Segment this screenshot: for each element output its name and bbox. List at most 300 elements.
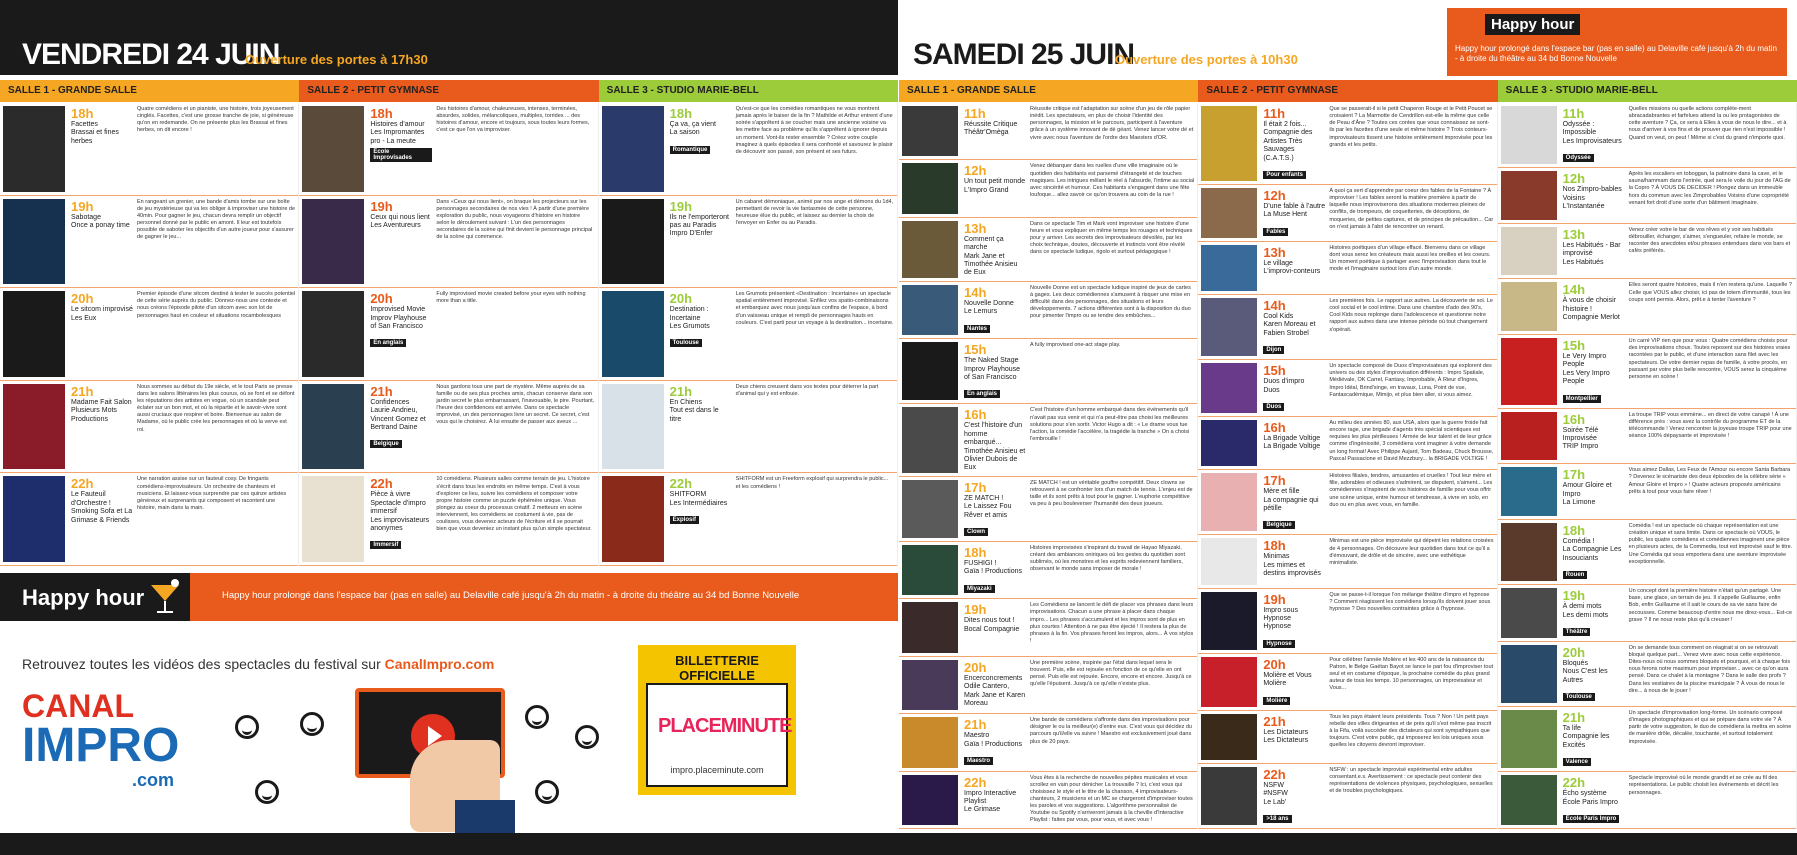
show-time: 17h: [1263, 473, 1286, 489]
show-info: [1563, 523, 1625, 581]
friday-schedule-grid: [0, 103, 898, 566]
show-title: Maestro Gaïa ! Productions: [964, 732, 1022, 748]
show-time: 22h: [964, 774, 987, 790]
show-poster-image: [602, 384, 664, 470]
show-time: 22h: [370, 476, 393, 492]
show-slot[interactable]: [1498, 224, 1796, 280]
show-slot[interactable]: [1498, 520, 1796, 585]
show-poster-image: [902, 717, 958, 767]
show-info: [71, 384, 133, 470]
show-slot[interactable]: [1198, 185, 1496, 242]
show-description: NSFW : un spectacle improvisé expérimental entre adultes consentant.e.s. Avertissement : ce spectacle peut contenir des représentations de violences physiques, psychologiques, sexuelles et de troubles psychologiques.: [1329, 766, 1493, 795]
show-title: C'est l'histoire d'un homme embarqué... Timothée Anisieu et Olivier Dubois de Eux: [964, 422, 1026, 472]
show-info: [370, 199, 432, 285]
show-tag-badge: Fables: [1263, 228, 1288, 236]
show-time: 14h: [964, 284, 987, 300]
show-description: Une narration assise sur un fauteuil cosy. De fringants comédiens-improvisateurs. Un orchestre de chanteurs et musiciens. Et laissez-vous surprendre par ces quinze artistes généreux et surprenants qui composent et racontent une histoire, main dans la main.: [137, 476, 287, 511]
show-time: 22h: [71, 476, 94, 492]
show-info: [1563, 412, 1625, 461]
show-time: 18h: [964, 544, 987, 560]
show-time: 19h: [71, 198, 94, 214]
show-title: Écho système École Paris Impro: [1562, 790, 1618, 806]
show-slot[interactable]: [1198, 589, 1496, 654]
show-slot[interactable]: [899, 103, 1197, 160]
show-slot[interactable]: [899, 542, 1197, 599]
show-tag-badge: Toulouse: [1563, 693, 1595, 701]
show-title: Réussite Critique Théâtr'Omèga: [964, 121, 1018, 137]
show-tag-badge: En anglais: [370, 339, 406, 347]
show-poster-image: [902, 163, 958, 213]
show-info: [1263, 245, 1325, 291]
show-time: 17h: [1562, 467, 1586, 483]
show-title: Duos d'impro Duos: [1263, 378, 1305, 394]
show-time: 19h: [669, 198, 693, 214]
show-title: Histoires d'amour Les Impromantes pro - La meute: [370, 121, 425, 145]
show-description: Que se passerait-il si le petit Chaperon Rouge et le Petit Poucet se croisaient ? La Marmotte de Cendrillon est-elle la même que celle de Peau d'Âne ? Toutes ces contes que vous connaissez se sont-ils par les facettes d'une seule et même histoire ? Trois conteurs-improvisateurs tissent une histoire entièrement improvisée pour les grands et les petits.: [1329, 106, 1493, 148]
friday-hall-3-column: [599, 103, 898, 566]
show-title: À demi mots Les demi mots: [1562, 603, 1609, 619]
cocktail-glass-icon: [145, 577, 185, 617]
show-poster-image: [1201, 538, 1257, 584]
show-slot[interactable]: [899, 477, 1197, 542]
show-description: ZE MATCH ! est un véritable gouffre compétitif. Deux clowns se retrouvent à se confronter lors d'un match de tennis. L'enjeu est de taille et ils sont prêts à tout pour le gagner. L'euphorie compétitive va peu à peu bouleverser l'humanité des deux joueurs.: [1030, 479, 1193, 508]
show-slot[interactable]: [1498, 103, 1796, 168]
show-poster-image: [902, 480, 958, 538]
show-info: [964, 660, 1026, 710]
show-slot[interactable]: [299, 103, 597, 196]
show-title: Les Dictateurs Les Dictateurs: [1263, 728, 1309, 744]
show-tag-badge: Immersif: [370, 541, 401, 549]
show-poster-image: [1501, 645, 1557, 703]
show-slot[interactable]: [1198, 103, 1496, 185]
show-tag-badge: Duos: [1263, 403, 1284, 411]
show-time: 21h: [669, 383, 693, 399]
show-description: Nouvelle Donne est un spectacle ludique inspiré de jeux de cartes à gages. Les deux comédiennes s'amusent à risquer une mise en difficulté dans des personnages, des situations et leurs développements. 7 actions différentes sont à la disposition du duo pour pimenter l'impro ou se tendre des embûches...: [1030, 284, 1191, 320]
show-description: Un cabaret démoniaque, animé par nos ange et démons du 1d4, permettant de revoir la vie fantasmée de cette personne, heureuse élue du public, et laissez au dernier la choix de l'envoyer en Enfer ou au Paradis.: [735, 198, 894, 227]
show-info: [1263, 363, 1325, 413]
show-info: [1563, 645, 1625, 703]
show-title: Comment ça marche Mark Jane et Timothée Anisieu de Eux: [964, 235, 1018, 277]
show-slot[interactable]: [899, 218, 1197, 282]
show-description: Deux chiens creusent dans vos textes pour déterrer la part d'animal qui y est enfouie.: [735, 383, 879, 397]
show-poster-image: [1201, 767, 1257, 825]
show-info: [1563, 106, 1625, 164]
happy-hour-text: Happy hour prolongé dans l'espace bar (pas en salle) au Delaville café jusqu'à 2h du matin - à droite du théâtre au 34 bd Bonne Nouvelle: [222, 590, 800, 601]
saturday-hall-1: SALLE 1 - GRANDE SALLE: [899, 80, 1198, 102]
show-poster-image: [302, 106, 364, 192]
show-title: Cool Kids Karen Moreau et Fabien Strobel: [1263, 312, 1316, 337]
show-info: [370, 106, 432, 192]
friday-hall-headers: [0, 80, 898, 102]
show-time: 16h: [964, 407, 987, 423]
happy-hour-band: [0, 573, 898, 621]
show-slot[interactable]: [899, 599, 1197, 656]
show-time: 20h: [370, 291, 393, 307]
show-title: Madame Fait Salon Plusieurs Mots Productions: [71, 398, 132, 423]
show-description: SHITFORM est un Freeform explosif qui surprendra le public... et les comédiens !: [735, 476, 889, 490]
show-poster-image: [902, 602, 958, 652]
show-description: Premier épisode d'une sitcom destiné à tester le succès potentiel de cette série auprès du public. Donnez-nous une contexte et nous créons l'épisode pilote d'un sitcom avec son lot de personnages haut en couleur et situations rocambolesques: [137, 291, 296, 319]
smiley-icon: [575, 725, 599, 749]
show-slot[interactable]: [1198, 535, 1496, 588]
show-slot[interactable]: [1498, 464, 1796, 520]
show-tag-badge: Dijon: [1263, 346, 1284, 354]
show-poster-image: [3, 106, 65, 192]
show-info: [670, 384, 732, 470]
show-poster-image: [3, 199, 65, 285]
show-description: Dans ce spectacle Tim et Mark vont improviser une histoire d'une heure et vous expliquer en même temps les rouages et techniques pour y arriver. Les secrets des improvisateurs dévoilés, par les choix technique, doutes, découverte et instincts vont être révélé dans ce spectacle ludique, rigolo et surtout pédagogique !: [1030, 220, 1193, 256]
show-info: [1563, 282, 1625, 331]
show-poster-image: [902, 660, 958, 710]
show-time: 21h: [71, 383, 94, 399]
show-title: Bloqués Nous C'est les Autres: [1562, 659, 1608, 684]
show-poster-image: [602, 291, 664, 377]
show-title: Encerconcrements Odile Cantero, Mark Jane et Karen Moreau: [964, 674, 1026, 707]
show-description: Dans «Ceux qui nous lient», on braque les projecteurs sur les personnages secondaires de nos vies ! À partir d'une première exploration du public, nous voyageons d'histoire en histoire selon le déroulement suivant : L'un des personnages secondaires de la scène qui finit devient le personnage principal de la scène qui commence.: [436, 198, 593, 241]
show-info: [370, 476, 432, 562]
show-poster-image: [1501, 588, 1557, 638]
saturday-doors-time: Ouverture des portes à 10h30: [1115, 52, 1298, 67]
show-time: 13h: [1562, 226, 1586, 242]
show-slot[interactable]: [299, 288, 597, 381]
show-slot[interactable]: [1498, 279, 1796, 335]
show-time: 18h: [669, 106, 693, 121]
show-slot[interactable]: [1198, 711, 1496, 764]
show-slot[interactable]: [299, 196, 597, 289]
show-description: Fully improvised movie created before your eyes with nothing more than a title.: [436, 291, 586, 305]
show-description: Minimas est une pièce improvisée qui dépeint les relations croisées de 4 personnages. On découvre leur quotidien dans tout ce qu'il a d'émouvant, de drôle et de sincère, avec une esthétique minimaliste.: [1329, 538, 1494, 566]
happy-hour-label: Happy hour: [22, 585, 145, 610]
friday-doors-time: Ouverture des portes à 17h30: [245, 52, 428, 67]
show-poster-image: [1501, 106, 1557, 164]
show-slot[interactable]: [599, 381, 897, 474]
show-tag-badge: Rouen: [1563, 571, 1588, 579]
show-poster-image: [1201, 657, 1257, 707]
show-tag-badge: Nantes: [964, 325, 990, 333]
show-slot[interactable]: [1498, 642, 1796, 707]
show-poster-image: [1501, 523, 1557, 581]
show-time: 15h: [964, 342, 987, 358]
show-poster-image: [1501, 282, 1557, 331]
show-info: [1563, 467, 1625, 516]
show-time: 12h: [964, 163, 987, 179]
show-slot[interactable]: [0, 288, 298, 381]
show-description: 10 comédiens. Plusieurs salles comme terrain de jeu. L'histoire s'écrit dans tous les endroits en même temps. C'est à vous d'explorer ce lieu, suivre les comédiens et composer votre propre histoire comme un puzzle éphémère unique. Vous plongez au coeur du processus créatif. 2 metteurs en scène interviennent, les comédiens se costument à vie, pas de coulisses, vous devenez acteurs de l'écriture et il se pourrait bien que vous deveniez un instant plus qu'un simple spectateur.: [436, 476, 592, 533]
show-slot[interactable]: [1198, 470, 1496, 535]
saturday-schedule-grid: [899, 103, 1797, 829]
saturday-hall-2: SALLE 2 - PETIT GYMNASE: [1198, 80, 1497, 102]
show-description: Venez débarquer dans les ruelles d'une ville imaginaire où le quotidien des habitants est parsemé d'étrangeté et de touches magiques. Les intrigues mêlant le réel à l'absurde, l'intime au social avec sincérité et humour. Ces habitants s'engagent dans une fête loufoque... allez savoir ce qu'on trouvera au coin de la rue !: [1030, 163, 1195, 198]
show-tag-badge: Odyssée: [1563, 154, 1594, 162]
show-slot[interactable]: [1498, 409, 1796, 465]
show-title: NSFW #NSFW Le Lab': [1263, 781, 1288, 806]
canalimpro-link[interactable]: CanalImpro.com: [384, 656, 495, 672]
show-tag-badge: Théâtre: [1563, 628, 1591, 636]
billetterie-box: [638, 645, 796, 795]
show-description: Tous les pays étaient leurs présidents. Tous ? Non ! Un petit pays rebelle des villes dirigeantes et de près qu'il s'est même pas inscrit à la Fifa, voilà succéder des dictateurs qui sont sympathiques que toujours. C'est votre public, qui imposerez les lois uniques sous quelles les citoyens devront improviser.: [1329, 713, 1492, 749]
show-description: Histoires improvisées s'inspirant du travail de Hayao Miyazaki, créant des ambiances oniriques où les gestes du quotidien sont sublimés, où les monstres et les esprits redeviennent familiers, observant le monde sans imposer de morale !: [1030, 544, 1186, 573]
show-title: Soirée Télé Improvisée TRIP Impro: [1562, 426, 1599, 451]
show-slot[interactable]: [1198, 764, 1496, 829]
show-poster-image: [1201, 188, 1257, 238]
show-poster-image: [1501, 227, 1557, 276]
show-time: 18h: [1263, 538, 1286, 554]
show-info: [1563, 338, 1625, 405]
show-description: Un spectacle composé de Duos d'improvisateurs qui explorent des univers ou des styles d'improvisation différents : Impro Spatiale, Médiévale, OK Carrel, Fantasy, Improbable, À Rieur d'Ingres, Impro Idéal, Brind'singe, en travaux, Luna, Point de vue, Fantascadémique, Mimijo, et plus bien aller, si vous aimez.: [1329, 363, 1492, 398]
show-slot[interactable]: [1198, 360, 1496, 417]
show-tag-badge: Pour enfants: [1263, 171, 1306, 179]
show-slot[interactable]: [1198, 417, 1496, 470]
show-poster-image: [602, 199, 664, 285]
show-poster-image: [902, 285, 958, 335]
show-slot[interactable]: [899, 657, 1197, 714]
smiley-icon: [535, 780, 559, 804]
show-title: Les Habitués - Bar improvisé Les Habitués: [1562, 241, 1621, 266]
show-info: [1563, 710, 1625, 768]
show-slot[interactable]: [0, 473, 298, 566]
show-time: 17h: [964, 479, 987, 495]
show-poster-image: [302, 476, 364, 562]
show-slot[interactable]: [299, 473, 597, 566]
show-title: Un tout petit monde L'Impro Grand: [964, 178, 1026, 194]
show-time: 15h: [1562, 338, 1586, 354]
show-title: The Naked Stage Improv Playhouse of San Francisco: [964, 357, 1021, 381]
billetterie-title: BILLETTERIE OFFICIELLE: [675, 653, 759, 683]
show-slot[interactable]: [899, 404, 1197, 476]
show-title: Ta life Compagnie les Excités: [1562, 725, 1610, 749]
show-poster-image: [3, 384, 65, 470]
show-info: [71, 291, 133, 377]
bottom-bar: [0, 833, 1797, 855]
show-tag-badge: Hypnose: [1263, 640, 1294, 648]
show-poster-image: [1201, 363, 1257, 413]
show-slot[interactable]: [299, 381, 597, 474]
show-title: ZE MATCH ! Le Laissez Fou Rêver et amis: [964, 494, 1012, 519]
show-description: Que se passe-t-il lorsque l'on mélange théâtre d'impro et hypnose ? Comment réagissent les comédiens lorsqu'ils doivent jouer sous hypnose ? Des nouvelles contraintes grâce à l'hypnose.: [1329, 591, 1491, 612]
show-slot[interactable]: [1498, 772, 1796, 829]
show-title: Comédia ! La Compagnie Les Insouciants: [1562, 537, 1622, 562]
show-poster-image: [902, 775, 958, 825]
show-info: [670, 476, 732, 562]
show-title: Le Fauteuil d'Orchestre ! Smoking Sofa et La Grimase & Friends: [71, 491, 133, 524]
saturday-hall-2-column: [1198, 103, 1497, 829]
show-slot[interactable]: [899, 339, 1197, 404]
show-info: [964, 545, 1026, 595]
show-title: Destination : Incertaine Les Grumots: [669, 306, 710, 330]
show-slot[interactable]: [599, 473, 897, 566]
promo-text: Retrouvez toutes les vidéos des spectacles du festival sur CanalImpro.com: [22, 656, 495, 672]
show-poster-image: [1201, 106, 1257, 181]
show-slot[interactable]: [0, 381, 298, 474]
show-info: [1263, 538, 1325, 584]
show-tag-badge: École Improvisades: [370, 148, 432, 162]
show-time: 14h: [1562, 282, 1586, 298]
show-poster-image: [1201, 473, 1257, 531]
show-tag-badge: >18 ans: [1263, 815, 1291, 823]
show-poster-image: [302, 291, 364, 377]
show-poster-image: [602, 476, 664, 562]
show-description: En rangeant un grenier, une bande d'amis tombe sur une boîte de jeu mystérieuse qui va les obliger à improviser une histoire de 40min. Pour gagner le jeu, chacun devra remplir un objectif personnel donné par le public en amont. Il leur est toutefois possible de saboter les objectifs d'un autre joueur pour s'assurer de gagner le jeu...: [137, 198, 296, 241]
show-time: 16h: [1263, 419, 1286, 435]
show-slot[interactable]: [0, 103, 298, 196]
show-description: Au milieu des années 80, aux USA, alors que la guerre froide fait encore rage, une brigade d'agents très spécial scientiques est requises les plus périlleuses ! Armée de leur talent et de leur grâce comme d'ingéniosité, 3 comédiens vont imaginer à votre demande un long format! Avec Philippe Aujard, Tom Badeau, Chuck Brousse, Pascal Passacione et David Mezzbury... la BRIGADE VOLTIGE !: [1329, 419, 1494, 462]
show-slot[interactable]: [899, 772, 1197, 829]
show-description: Qu'est-ce que les comédies romantiques ne vous montrent jamais après le baiser de la fin ? Mathilde et Arthur entrent d'une soirée s'apprêtent à se coucher mais une ancienne voisine va les mettre face au problème qu'ils s'apprêtent à ignorer depuis un moment. Vont-ils rester ensemble ? Créez votre couple imaginez à quels épisodes il sera confronté et savourez le plaisir de découvrir son passé, son présent et ses futurs.: [735, 106, 893, 155]
show-title: Facettes Brassai et fines herbes: [71, 121, 119, 145]
show-description: Pour célébrer l'année Molière et les 400 ans de la naissance du Patron, le Belge Gaëtan Bayot se lance le pari fou d'improviser tout seul et en costume d'époque, la prochaine comédie du plus grand auteur de tous les temps. 10 personnages, un improvisateur et Vous...: [1329, 656, 1494, 692]
show-slot[interactable]: [1498, 335, 1796, 409]
show-description: Quatre comédiens et un pianiste, une histoire, trois joyeusement cinglés. Facettes, c'est une grosse tranche de joie, si généreuse qu'on en redemande. On ne présente plus les Brassai et fines herbes, on dit encore !: [137, 106, 294, 134]
show-info: [1263, 420, 1325, 466]
billetterie-url[interactable]: impro.placeminute.com: [670, 765, 764, 775]
smiley-icon: [255, 780, 279, 804]
show-time: 21h: [370, 383, 393, 399]
smiley-icon: [300, 712, 324, 736]
show-time: 15h: [1263, 363, 1286, 379]
show-info: [964, 106, 1026, 156]
show-title: SHITFORM Les Intermédiaires: [669, 491, 728, 507]
show-poster-image: [1201, 592, 1257, 650]
show-title: À vous de choisir l'histoire ! Compagnie Merlot: [1562, 297, 1620, 322]
show-title: Ceux qui nous lient Les Aventureurs: [370, 213, 430, 229]
impro-logo-text: IMPRO: [22, 719, 180, 772]
show-slot[interactable]: [899, 282, 1197, 339]
show-poster-image: [1201, 420, 1257, 466]
show-time: 11h: [1562, 106, 1585, 121]
show-poster-image: [1501, 338, 1557, 405]
show-info: [1263, 188, 1325, 238]
show-time: 21h: [1263, 713, 1286, 729]
show-description: C'est l'histoire d'un homme embarqué dans des événements qu'il n'avait pas vus venir et qui n'a peut-être pas choisi les meilleures solutions pour s'en sortir. Victor Hugo a dit : « Le drame vous tue l'action, la comédie l'accélère, la tragédie la tranche » On a choisi l'embrouille !: [1030, 407, 1190, 442]
friday-day-title: VENDREDI 24 JUIN: [22, 38, 280, 71]
saturday-hall-3-column: [1498, 103, 1797, 829]
show-description: Les Comédiens se lancent le défi de placer vos phrases dans leurs improvisations. Chacun a une phrase à placer dans chaque impro... Les phrases s'accumulent et les impros sont de plus en plus courtes ! Attention à ne pas être éjecté ! Il restera la plus de phrases à la fin. Vos phrases feront les impros, alors... À vos stylos !: [1030, 602, 1194, 645]
show-time: 21h: [964, 717, 987, 733]
show-description: Un spectacle d'improvisation long-forme. Un scénario composé d'images photographiques et qui se prépare dans votre vie ? À partir de votre suggestion, le duo de comédiens la mettra en scène de manière drôle, décalée, touchante, et surtout totalement improvisée.: [1628, 710, 1792, 745]
happy-hour-box: [1447, 8, 1787, 76]
show-info: [670, 291, 732, 377]
show-poster-image: [1201, 298, 1257, 356]
show-title: Le village L'improvi-conteurs: [1263, 259, 1321, 276]
show-description: Une bande de comédiens s'affronte dans des improvisations pour désigner le ou la meilleur(e) d'entre eux. C'est vous qui décidez du parcours qu'il/elle va suivre ! Maestro est exclusivement joué dans plus de 20 pays.: [1030, 717, 1192, 745]
show-description: Des histoires d'amour, chaleureuses, intenses, terminées, absurdes, solides, mélancoliques, multiples, torrides ... des histoires d'amour, encore et toujours, sous toutes leurs formes, c'est ce que l'on va improviser.: [436, 106, 590, 134]
show-poster-image: [302, 199, 364, 285]
show-tag-badge: Toulouse: [670, 339, 702, 347]
happy-hour-title: Happy hour: [1485, 14, 1580, 35]
show-title: En Chiens Tout est dans le titre: [669, 398, 719, 423]
show-title: Le sitcom improvisé Les Eux: [71, 306, 133, 322]
show-time: 18h: [71, 106, 94, 121]
show-description: Après les escaliers en toboggan, la patinoire dans la cave, et le sauna/hammam dans l'entrée, quel sera le voile du jour de l'AG de la Copro ? À VOUS DE DECIDER ! Plongez dans un immeuble hors du commun avec les Zimprobables Voisins d'une copropriété venant fort droit d'une sorte d'un bâtiment imaginaire.: [1628, 171, 1791, 206]
show-title: La Brigade Voltige La Brigade Voltige: [1263, 434, 1321, 451]
show-time: 19h: [1263, 591, 1286, 607]
show-info: [370, 384, 432, 470]
show-title: Impro sous Hypnose Hypnose: [1263, 606, 1298, 631]
show-title: FUSHIGI ! Gaïa ! Productions: [964, 559, 1022, 576]
friday-hall-2-column: [299, 103, 598, 566]
show-info: [964, 717, 1026, 767]
show-slot[interactable]: [599, 196, 897, 289]
show-tag-badge: Valence: [1563, 758, 1591, 766]
show-tag-badge: Clown: [964, 528, 988, 536]
show-poster-image: [1501, 171, 1557, 220]
show-info: [964, 602, 1026, 652]
show-title: Confidences Laurie Andrieu, Vincent Gomez et Bertrand Daine: [370, 398, 426, 431]
friday-header: [0, 0, 898, 75]
show-time: 22h: [669, 476, 693, 492]
show-info: [370, 291, 432, 377]
show-title: Sabotage Once a ponay time: [71, 213, 130, 229]
show-slot[interactable]: [899, 714, 1197, 771]
show-poster-image: [1501, 412, 1557, 461]
friday-hall-3: SALLE 3 - STUDIO MARIE-BELL: [599, 80, 898, 102]
show-description: Vous aimez Dallas, Les Feux de l'Amour ou encore Santa Barbara ? Devenez le scénariste des deux épisodes de la célèbre série « Amour Gloire et Impro » ! Quatre acteurs proposés américains prêts à tout pour vous faire rêver !: [1628, 467, 1791, 495]
show-poster-image: [902, 545, 958, 595]
show-slot[interactable]: [1498, 707, 1796, 772]
show-description: Vous êtes à la recherche de nouvelles pépites musicales et vous scrollez en vain pour dénicher La trouvaille ? Ici, c'est vous qui choisissez le style et le titre de la chanson, 4 improvisateurs-chanteurs, 2 musiciens et un MC se chargeront d'improviser toutes les paroles et vos suggestions. L'algorithme personnalisé de Youtube ou Spotify n'arriveront jamais à la cheville d'Interactive Playlist : faites par vous, pour vous, et avec vous !: [1030, 774, 1193, 824]
show-tag-badge: Belgique: [1263, 521, 1294, 529]
show-slot[interactable]: [599, 288, 897, 381]
show-tag-badge: Montpellier: [1563, 395, 1601, 403]
friday-hall-1: SALLE 1 - GRANDE SALLE: [0, 80, 299, 102]
show-slot[interactable]: [1498, 168, 1796, 224]
show-title: Mère et fille La compagnie qui pétille: [1263, 488, 1319, 512]
show-title: Dites nous tout ! Bocal Compagnie: [964, 617, 1020, 633]
show-poster-image: [1501, 467, 1557, 516]
show-poster-image: [1201, 245, 1257, 291]
show-time: 20h: [669, 291, 693, 307]
show-slot[interactable]: [1498, 585, 1796, 642]
show-description: Un concept dont la première histoire n'était qu'un partagé. Une base, une glace, un terrain de jeu. Il s'appelle Guillaume, enfin Bob, enfin Guillaume et il sait le cours de sa vie sans faire de secousses. Comme beaucoup d'entre nous me direz-vous... Est-ce grave ? Il ne nous reste plus qu'à creuser !: [1628, 588, 1793, 623]
show-time: 13h: [964, 220, 987, 236]
show-info: [964, 480, 1026, 538]
show-description: La troupe TRIP vous emmène... en direct de votre canapé ! À une différence près : vous avez la contrôle du programme ET de la télécommande ! Venez rencontrer la joyeuse troupe TRIP pour une séance 100% dépaysante et improvisée !: [1628, 411, 1792, 440]
show-tag-badge: Molière: [1263, 697, 1290, 705]
show-poster-image: [902, 221, 958, 278]
show-info: [1263, 106, 1325, 181]
show-description: Venez créer votre le bar de vos rêves et y voir ses habitués débrouiller, échanger, s'aimer, s'engueuler, refaire le monde, se raconter des anecdotes et/ou phrases entendues dans vos bars et cafés préférés.: [1628, 226, 1791, 255]
show-poster-image: [302, 384, 364, 470]
show-description: Réussite critique est l'adaptation sur scène d'un jeu de rôle papier inédit. Les spectateurs, en plus de choisir l'identité des personnages, la mission et le parcours, participent à l'aventure grâce à un système innovant de dé géant. Venez lancer votre dé et vivre avec nous l'aventure de l'ordre des Maesters d'OR.: [1030, 106, 1194, 141]
show-time: 22h: [1263, 766, 1286, 782]
show-info: [1263, 657, 1325, 707]
show-time: 20h: [964, 659, 987, 675]
saturday-page: [899, 0, 1797, 855]
show-tag-badge: Belgique: [370, 440, 401, 448]
show-slot[interactable]: [599, 103, 897, 196]
show-poster-image: [1201, 714, 1257, 760]
show-slot[interactable]: [899, 160, 1197, 217]
show-description: Nous sommes au début du 19e siècle, et le tout Paris se presse dans les salons littéraires les plus courus, où se font et se défont les réputations des artistes en vogue, où un scandale peut éclater sur un bon mot, et où la répartie et le savoir-vivre sont aussi cruciaux que respirer et boire. Bienvenue au salon de Madame, où le public crée les personnages et où la verve est roi.: [137, 383, 295, 433]
show-description: Les premières fois. Le rapport aux autres. La découverte de soi. Le cool social et le cool intime. Dans une chambre d'ado des 90's, Cool Kids nous replonge dans l'adolescence et questionne notre rapport aux autres dans une intense période où tout changement s'opérait.: [1329, 297, 1493, 333]
show-description: Une première scène, inspirée par l'état dans lequel sera le trouvent. Puis, elle est rejouée en fonction de ce qu'elle en ont pensé. Puis elle est rejouée. Encore, encore et encore. Jusqu'à ce qu'elle l'épuisent. Jusqu'à ce qu'elle n'existe plus.: [1030, 659, 1192, 688]
show-title: Ça va, ça vient La saison: [669, 121, 716, 137]
show-slot[interactable]: [1198, 295, 1496, 360]
saturday-hall-3: SALLE 3 - STUDIO MARIE-BELL: [1498, 80, 1797, 102]
show-slot[interactable]: [1198, 654, 1496, 711]
show-title: Odyssée : Impossible Les Improvisateurs: [1562, 121, 1622, 145]
show-info: [71, 476, 133, 562]
show-slot[interactable]: [0, 196, 298, 289]
saturday-day-title: SAMEDI 25 JUIN: [913, 38, 1135, 71]
saturday-hall-headers: [899, 80, 1797, 102]
show-slot[interactable]: [1198, 242, 1496, 295]
show-title: Impro Interactive Playlist Le Grimase: [964, 789, 1017, 814]
show-info: [964, 221, 1026, 278]
show-title: Pièce à vivre Spectacle d'impro immersif Les improvisateurs anonymes: [370, 491, 430, 532]
show-info: [964, 285, 1026, 335]
show-description: Histoires filiales, tendres, amusantes et cruelles ! Tout leur mère et fille, adorables et odieuses s'admirent, se disputent, s'aiment... Les comédiennes s'inspirent de vos histoires de famille pour vous offrir une scène unique, entre humour et tendresse, à vivre en solo, en duo ou en plus avec vous, en famille.: [1329, 473, 1493, 508]
